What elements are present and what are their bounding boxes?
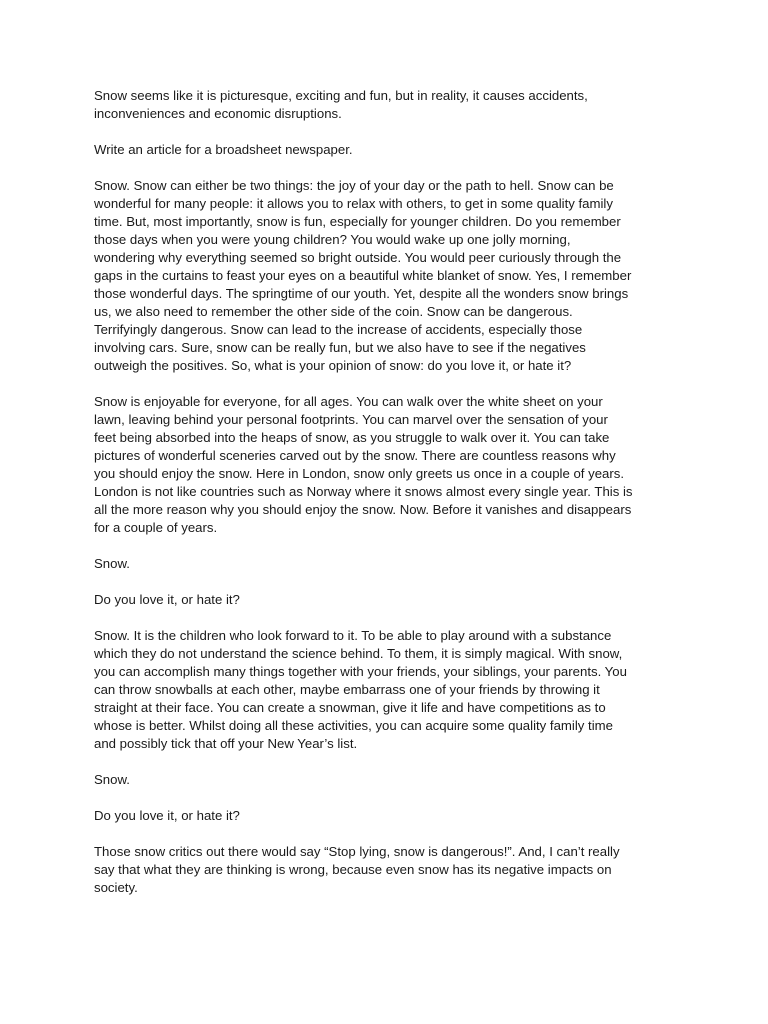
document-body xyxy=(94,87,684,915)
refrain-question: Do you love it, or hate it? xyxy=(94,592,240,607)
paragraph-children: Snow. It is the children who look forward to it. To be able to play around with a substance which they do not understand the science behind. To them, it is simply magical. With snow, you can accomplish many things together with your friends, your siblings, your parents. You can throw snowballs at each other, maybe embarrass one of your friends by throwing it straight at their face. You can create a snowman, give it life and have competitions as to whose is better. Whilst doing all these activities, you can acquire some quality family time and possibly tick that off your New Year’s list. xyxy=(94,628,627,751)
paragraph-enjoyment: Snow is enjoyable for everyone, for all ages. You can walk over the white sheet on your lawn, leaving behind your personal footprints. You can marvel over the sensation of your feet being absorbed into the heaps of snow, as you struggle to walk over it. You can take pictures of wonderful sceneries carved out by the snow. There are countless reasons why you should enjoy the snow. Here in London, snow only greets us once in a couple of years. London is not like countries such as Norway where it snows almost every single year. This is all the more reason why you should enjoy the snow. Now. Before it vanishes and disappears for a couple of years. xyxy=(94,394,633,535)
refrain-question: Do you love it, or hate it? xyxy=(94,808,240,823)
refrain-snow: Snow. xyxy=(94,556,130,571)
paragraph-introduction: Snow. Snow can either be two things: the joy of your day or the path to hell. Snow can be wonderful for many people: it allows you to relax with others, to get in some quality family time. But, most importantly, snow is fun, especially for younger children. Do you remember those days when you were young children? You would wake up one jolly morning, wondering why everything seemed so bright outside. You would peer curiously through the gaps in the curtains to feast your eyes on a beautiful white blanket of snow. Yes, I remember those wonderful days. The springtime of our youth. Yet, despite all the wonders snow brings us, we also need to remember the other side of the coin. Snow can be dangerous. Terrifyingly dangerous. Snow can lead to the increase of accidents, especially those involving cars. Sure, snow can be really fun, but we also have to see if the negatives outweigh the positives. So, what is your opinion of snow: do you love it, or hate it? xyxy=(94,178,632,373)
refrain-snow: Snow. xyxy=(94,772,130,787)
task-instruction: Write an article for a broadsheet newspaper. xyxy=(94,142,353,157)
paragraph-critics: Those snow critics out there would say “Stop lying, snow is dangerous!”. And, I can’t really say that what they are thinking is wrong, because even snow has its negative impacts on society. xyxy=(94,844,620,895)
prompt-statement: Snow seems like it is picturesque, exciting and fun, but in reality, it causes accidents, inconveniences and economic disruptions. xyxy=(94,88,588,121)
